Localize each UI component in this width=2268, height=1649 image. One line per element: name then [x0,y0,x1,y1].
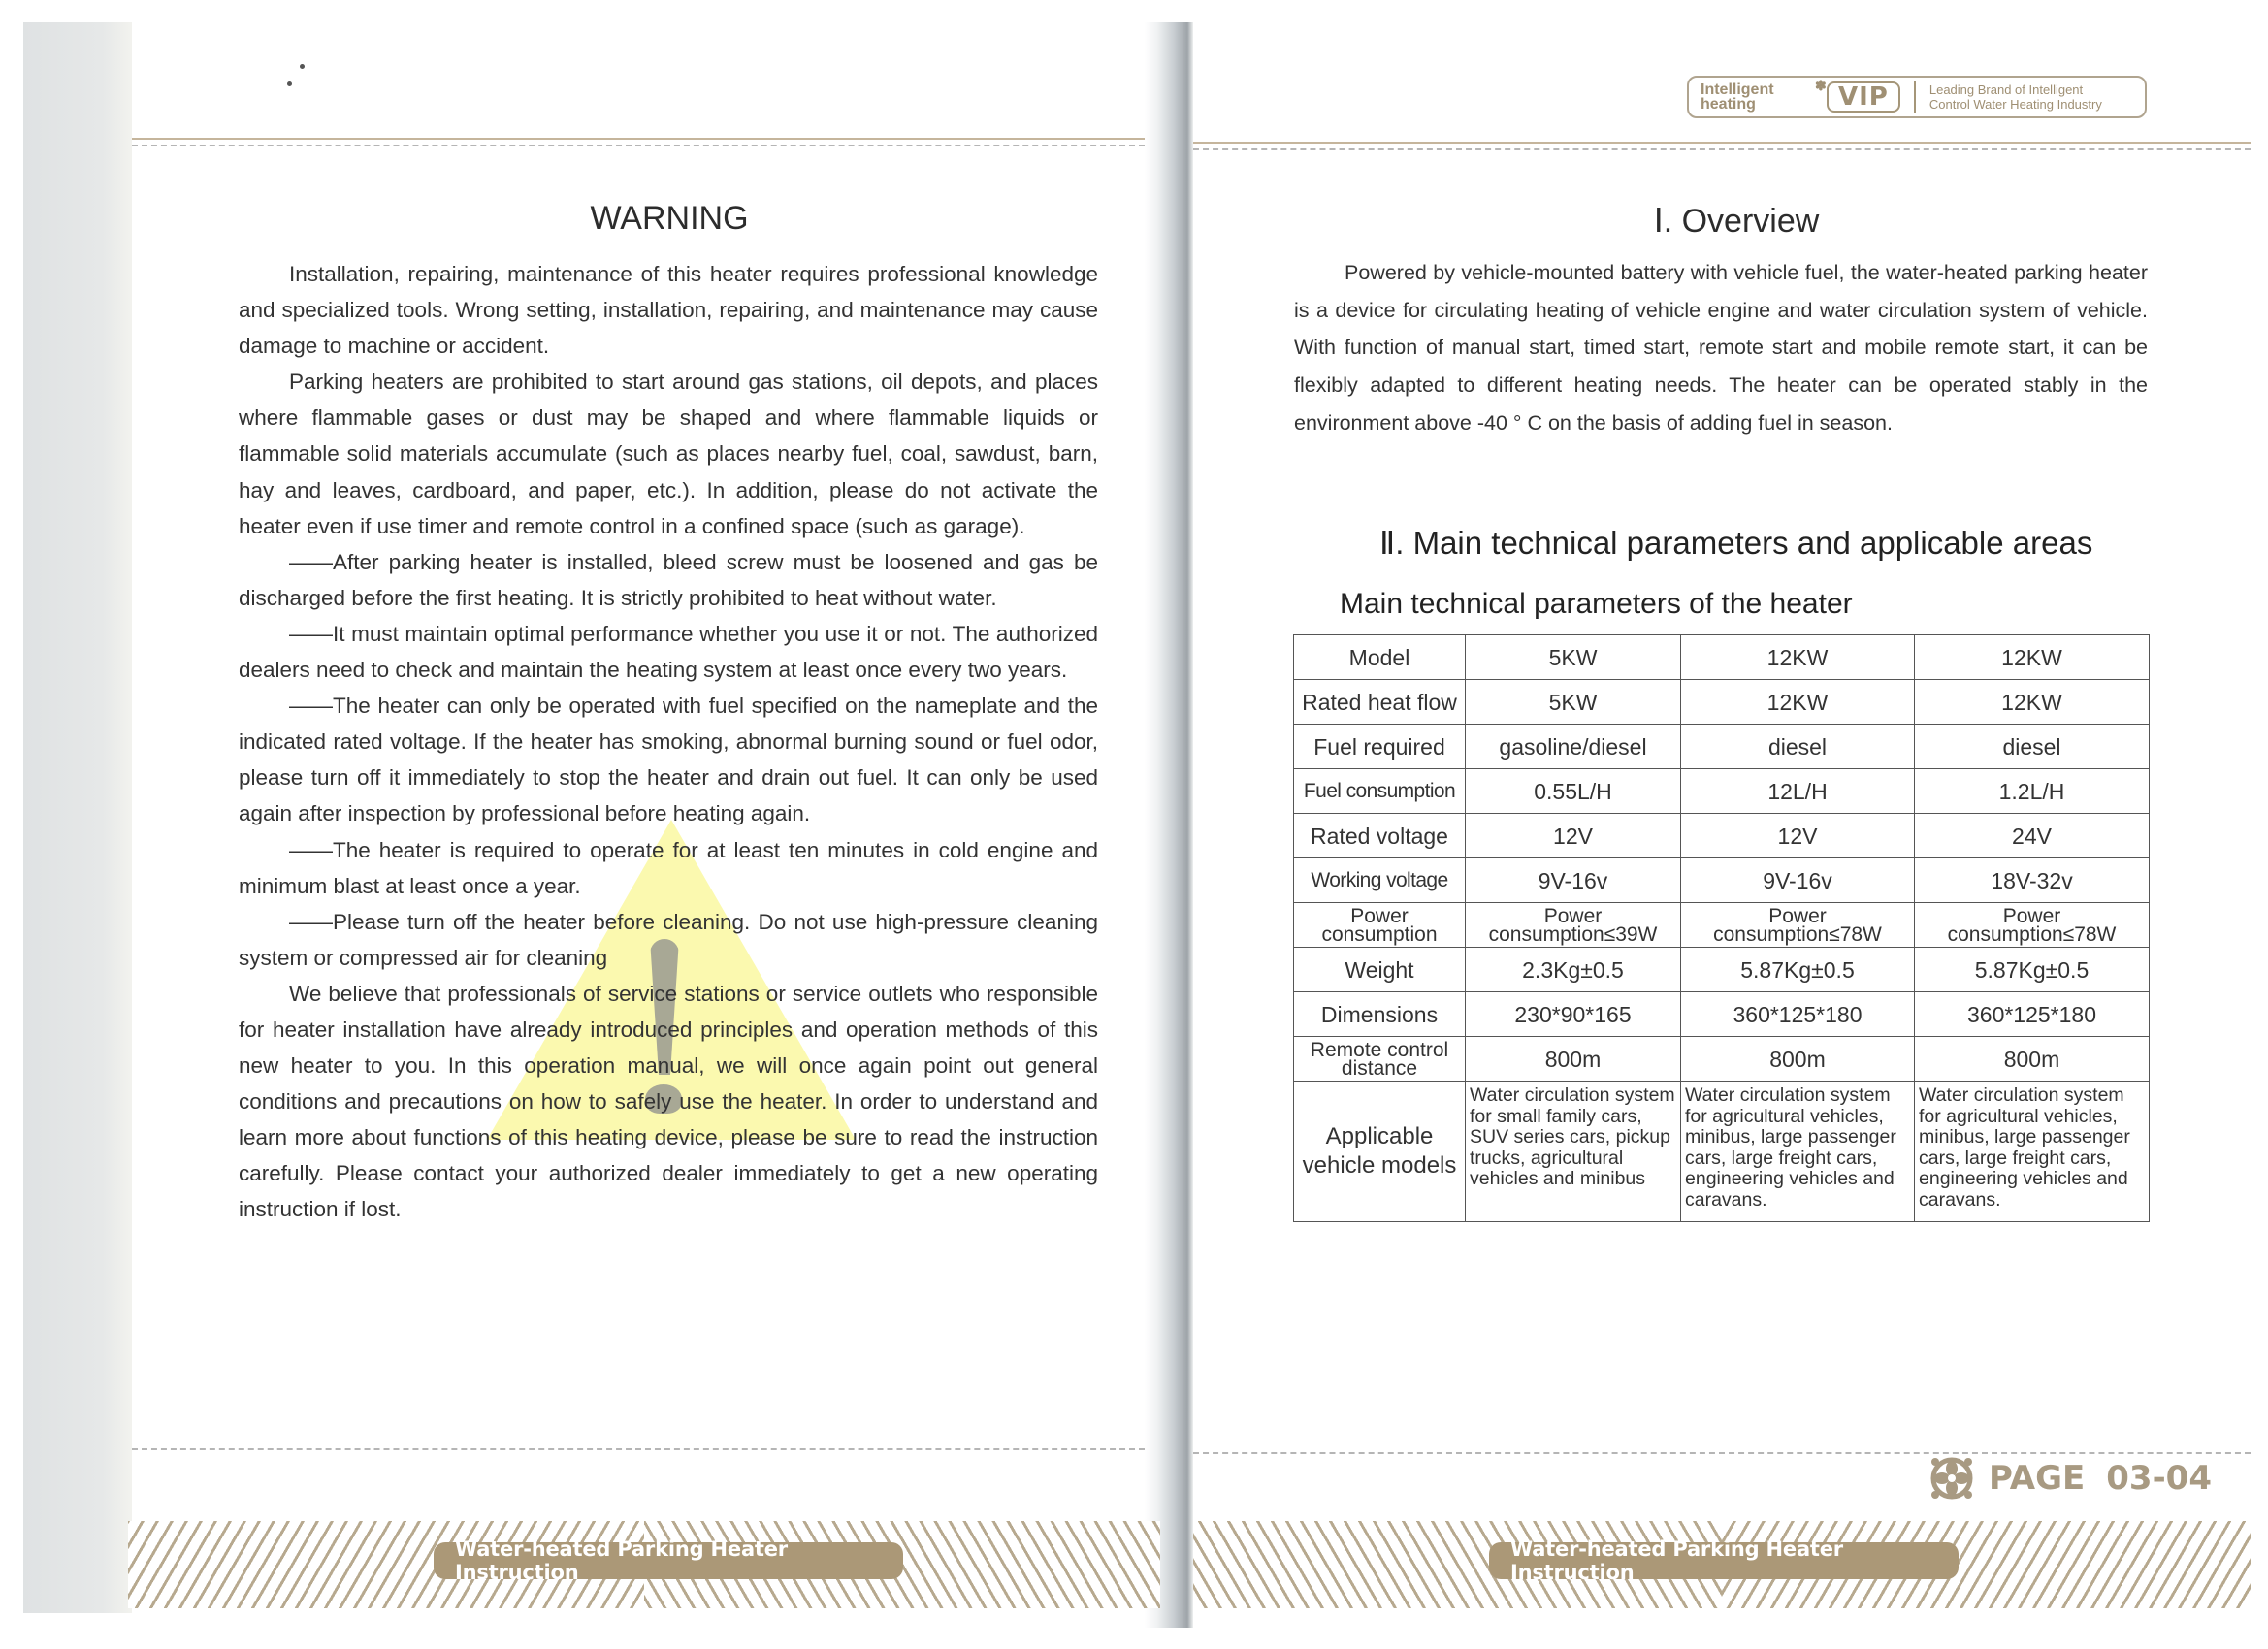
spec-row-label: Dimensions [1294,992,1466,1037]
scan-margin-left [23,22,136,1613]
header-rule-left [132,138,1145,140]
warning-paragraph: ——After parking heater is installed, bleed screw must be loosened and gas be discharged before the first heating. It is strictly prohibited to heat without water. [239,549,1098,610]
spec-cell: Water circulation system for agricultural vehicles, minibus, large passenger cars, large freight cars, engineering vehicles and caravans. [1915,1082,2150,1222]
spec-cell: 800m [1681,1037,1915,1082]
page-number [1930,1457,2212,1500]
overview-title: Ⅰ. Overview [1653,203,1820,240]
spec-cell: gasoline/diesel [1466,725,1681,769]
footer-band-label-left: Water-heated Parking Heater Instruction [434,1542,903,1579]
page-label: PAGE [1989,1459,2086,1498]
spec-cell: 12V [1466,814,1681,858]
spec-cell: 12KW [1915,680,2150,725]
warning-body [239,256,1098,1228]
spec-cell: 12V [1681,814,1915,858]
spec-row-label: Rated heat flow [1294,680,1466,725]
footer-dash-left [132,1448,1145,1450]
registered-mark-icon: ✽ [1815,78,1827,93]
spec-cell: 0.55L/H [1466,769,1681,814]
warning-paragraph: ——Please turn off the heater before cleaning. Do not use high-pressure cleaning system or compressed air for cleaning [239,909,1098,970]
spec-cell: 5KW [1466,635,1681,680]
warning-paragraph: We believe that professionals of service stations or service outlets who responsible for heater installation have already introduced principles and operation methods of this new heater to you. In this operation manual, we will once again point out general conditions and precautions on how to safely use the heater. In order to understand and learn more about functions of this heating device, please be sure to read the instruction carefully. Please contact your authorized dealer immediately to get a new operating instruction if lost. [239,981,1098,1222]
spec-cell: 12KW [1915,635,2150,680]
spec-row-label: Fuel consumption [1294,769,1466,814]
badge-divider [1914,81,1916,113]
spec-cell: 360*125*180 [1681,992,1915,1037]
spec-cell: 12L/H [1681,769,1915,814]
brand-badge [1687,76,2147,118]
warning-paragraph: ——It must maintain optimal performance whether you use it or not. The authorized dealers need to check and maintain the heating system at least once every two years. [239,621,1098,683]
spec-row [1294,814,2150,858]
spec-row [1294,948,2150,992]
spec-row-label: Rated voltage [1294,814,1466,858]
spec-cell: 230*90*165 [1466,992,1681,1037]
spec-row [1294,858,2150,903]
spec-row-label: Remote control distance [1294,1037,1466,1082]
params-section-title: Ⅱ. Main technical parameters and applicable areas [1379,525,2093,561]
spec-cell: 5.87Kg±0.5 [1681,948,1915,992]
spec-cell: 800m [1466,1037,1681,1082]
spec-cell: 12KW [1681,680,1915,725]
spec-row [1294,635,2150,680]
warning-paragraph: Installation, repairing, maintenance of this heater requires professional knowledge and specialized tools. Wrong setting, installation, repairing, and maintenance may cause damage to machine or accident. [239,262,1098,359]
spec-cell: 24V [1915,814,2150,858]
spec-row-label: Power consumption [1294,903,1466,948]
spec-row [1294,903,2150,948]
spec-row [1294,992,2150,1037]
scan-speck [300,64,305,69]
spec-cell: Power consumption≤39W [1466,903,1681,948]
page-number-value: 03-04 [2106,1459,2212,1498]
warning-paragraph: Parking heaters are prohibited to start around gas stations, oil depots, and places where flammable gases or dust may be shaped and where flammable liquids or flammable solid materials accumulate (such as places nearby fuel, coal, sawdust, barn, hay and leaves, cardboard, and paper, etc.). In addition, please do not activate the heater even if use timer and remote control in a confined space (such as garage). [239,370,1098,538]
spec-cell: 12KW [1681,635,1915,680]
brand-line2: heating [1701,96,1756,113]
spec-cell: diesel [1915,725,2150,769]
scan-speck [287,81,292,86]
spec-row [1294,680,2150,725]
spec-cell: Power consumption≤78W [1681,903,1915,948]
spec-cell: Water circulation system for small family cars, SUV series cars, pickup trucks, agricultural vehicles and minibus [1466,1082,1681,1222]
tagline-line2: Control Water Heating Industry [1928,97,2102,112]
overview-text [1294,254,2148,442]
spec-cell: 5.87Kg±0.5 [1915,948,2150,992]
tagline-line1: Leading Brand of Intelligent [1928,82,2084,97]
spec-row [1294,769,2150,814]
spec-row [1294,725,2150,769]
spec-cell: diesel [1681,725,1915,769]
brand-line1: Intelligent [1701,81,1774,98]
warning-paragraph: ——The heater is required to operate for at least ten minutes in cold engine and minimum blast at least once a year. [239,837,1098,898]
spec-cell: 1.2L/H [1915,769,2150,814]
brand-tagline [1929,82,2102,112]
header-dash-left [132,145,1145,146]
spec-cell: 9V-16v [1466,858,1681,903]
spec-cell: 800m [1915,1037,2150,1082]
spec-row-label: Weight [1294,948,1466,992]
spec-cell: Power consumption≤78W [1915,903,2150,948]
header-rule-right [1193,142,2251,144]
spec-row-label: Applicable vehicle models [1294,1082,1466,1222]
spec-row [1294,1082,2150,1222]
spec-row [1294,1037,2150,1082]
spec-cell: 18V-32v [1915,858,2150,903]
header-dash-right [1193,148,2251,150]
book-spine [1145,22,1193,1628]
overview-paragraph: Powered by vehicle-mounted battery with vehicle fuel, the water-heated parking heater is a device for circulating heating of vehicle engine and water circulation system of vehicle. With function of manual start, timed start, remote start and mobile remote start, it can be flexibly adapted to different heating needs. The heater can be operated stably in the environment above -40 ° C on the basis of adding fuel in season. [1294,261,2148,435]
footer-dash-right [1193,1452,2251,1454]
spec-cell: 5KW [1466,680,1681,725]
fan-logo-icon [1930,1457,1973,1500]
brand-name [1701,78,1827,113]
spec-row-label: Fuel required [1294,725,1466,769]
spec-row-label: Working voltage [1294,858,1466,903]
vip-logo: VIP [1827,81,1900,113]
params-table-title: Main technical parameters of the heater [1340,588,1853,620]
warning-title: WARNING [590,200,749,237]
spec-table [1293,634,2150,1222]
warning-paragraph: ——The heater can only be operated with fuel specified on the nameplate and the indicated rated voltage. If the heater has smoking, abnormal burning sound or fuel odor, please turn off it immediately to stop the heater and drain out fuel. It can only be used again after inspection by professional before heating again. [239,694,1098,826]
spec-cell: 360*125*180 [1915,992,2150,1037]
spec-cell: Water circulation system for agricultural vehicles, minibus, large passenger cars, large freight cars, engineering vehicles and caravans. [1681,1082,1915,1222]
spec-cell: 2.3Kg±0.5 [1466,948,1681,992]
spec-cell: 9V-16v [1681,858,1915,903]
spec-row-label: Model [1294,635,1466,680]
footer-band-label-right: Water-heated Parking Heater Instruction [1489,1542,1959,1579]
